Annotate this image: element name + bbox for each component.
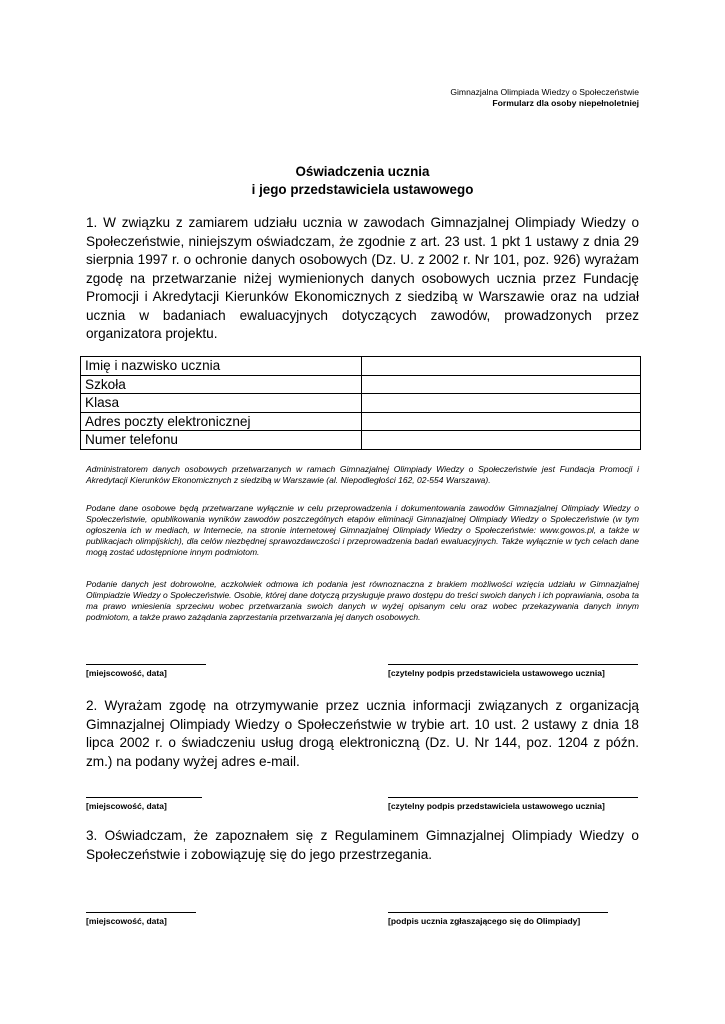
field-label-email: Adres poczty elektronicznej [81, 412, 362, 431]
field-value-name[interactable] [362, 357, 641, 376]
field-label-class: Klasa [81, 394, 362, 413]
note-voluntary: Podanie danych jest dobrowolne, aczkolwiek odmowa ich podania jest równoznaczna z brakiem możliwości wzięcia udziału w Gimnazjalnej Olimpiadzie Wiedzy o Społeczeństwie. Osobie, której dane dotyczą przysługuje prawo dostępu do treści swoich danych i ich poprawiania, osoba ta ma prawo wniesienia sprzeciwu wobec przetwarzania swoich danych w wyżej opisanym celu oraz wobec przekazywania danych innym podmiotom, a także prawo zażądania zaprzestania przetwarzania jej danych osobowych. [86, 579, 639, 622]
table-row [81, 412, 641, 431]
consent-paragraph-1: 1. W związku z zamiarem udziału ucznia w zawodach Gimnazjalnej Olimpiady Wiedzy o Społeczeństwie, niniejszym oświadczam, że zgodnie z art. 23 ust. 1 pkt 1 ustawy z dnia 29 sierpnia 1997 r. o ochronie danych osobowych (Dz. U. z 2002 r. Nr 101, poz. 926) wyrażam zgodę na przetwarzanie niżej wymienionych danych osobowych ucznia przez Fundację Promocji i Akredytacji Kierunków Ekonomicznych z siedzibą w Warszawie oraz na udział ucznia w badaniach ewaluacyjnych dotyczących zawodów, prowadzonych przez organizatora projektu. [86, 215, 639, 341]
signature-place-date-2[interactable]: [miejscowość, data] [86, 797, 202, 811]
student-data-table [80, 356, 641, 450]
field-value-class[interactable] [362, 394, 641, 413]
field-value-school[interactable] [362, 375, 641, 394]
field-label-phone: Numer telefonu [81, 431, 362, 450]
table-row [81, 357, 641, 376]
note-administrator: Administratorem danych osobowych przetwarzanych w ramach Gimnazjalnej Olimpiady Wiedzy o Społeczeństwie jest Fundacja Promocji i Akredytacji Kierunków Ekonomicznych z siedzibą w Warszawie (al. Niepodległości 162, 02-554 Warszawa). [86, 464, 639, 485]
signature-student-3[interactable]: [podpis ucznia zgłaszającego się do Olimpiady] [388, 912, 608, 926]
table-row [81, 431, 641, 450]
field-value-email[interactable] [362, 412, 641, 431]
consent-paragraph-2: 2. Wyrażam zgodę na otrzymywanie przez ucznia informacji związanych z organizacją Gimnazjalnej Olimpiady Wiedzy o Społeczeństwie w trybie art. 10 ust. 2 ustawy z dnia 18 lipca 2002 r. o świadczeniu usług drogą elektroniczną (Dz. U. Nr 144, poz. 1204 z późn. zm.) na podany wyżej adres e-mail. [86, 698, 639, 769]
signature-guardian-1[interactable]: [czytelny podpis przedstawiciela ustawowego ucznia] [388, 664, 638, 678]
consent-paragraph-3: 3. Oświadczam, że zapoznałem się z Regulaminem Gimnazjalnej Olimpiady Wiedzy o Społeczeństwie i zobowiązuję się do jego przestrzegania. [86, 828, 639, 862]
signature-guardian-2[interactable]: [czytelny podpis przedstawiciela ustawowego ucznia] [388, 797, 638, 811]
field-value-phone[interactable] [362, 431, 641, 450]
document-title: Oświadczenia ucznia [295, 164, 430, 179]
header-olympiad-name: Gimnazjalna Olimpiada Wiedzy o Społeczeństwie [450, 87, 639, 97]
field-label-school: Szkoła [81, 375, 362, 394]
table-row [81, 375, 641, 394]
header-form-type: Formularz dla osoby niepełnoletniej [492, 98, 639, 108]
table-row [81, 394, 641, 413]
document-subtitle: i jego przedstawiciela ustawowego [251, 182, 474, 197]
field-label-name: Imię i nazwisko ucznia [81, 357, 362, 376]
note-processing: Podane dane osobowe będą przetwarzane wyłącznie w celu przeprowadzenia i dokumentowania zawodów Gimnazjalnej Olimpiady Wiedzy o Społeczeństwie, opublikowania wyników zawodów poszczególnych etapów eliminacji Gimnazjalnej Olimpiady Wiedzy o Społeczeństwie (w tym ogłoszenia ich w mediach, w Internecie, na stronie internetowej Gimnazjalnej Olimpiady Wiedzy o Społeczeństwie: www.gowos.pl, a także w publikacjach olimpijskich), dla celów niezbędnej sprawozdawczości i przeprowadzenia badań ewaluacyjnych. Także wyłącznie w tych celach dane mogą zostać udostępnione innym podmiotom. [86, 503, 639, 557]
signature-place-date-3[interactable]: [miejscowość, data] [86, 912, 196, 926]
signature-place-date-1[interactable]: [miejscowość, data] [86, 664, 206, 678]
